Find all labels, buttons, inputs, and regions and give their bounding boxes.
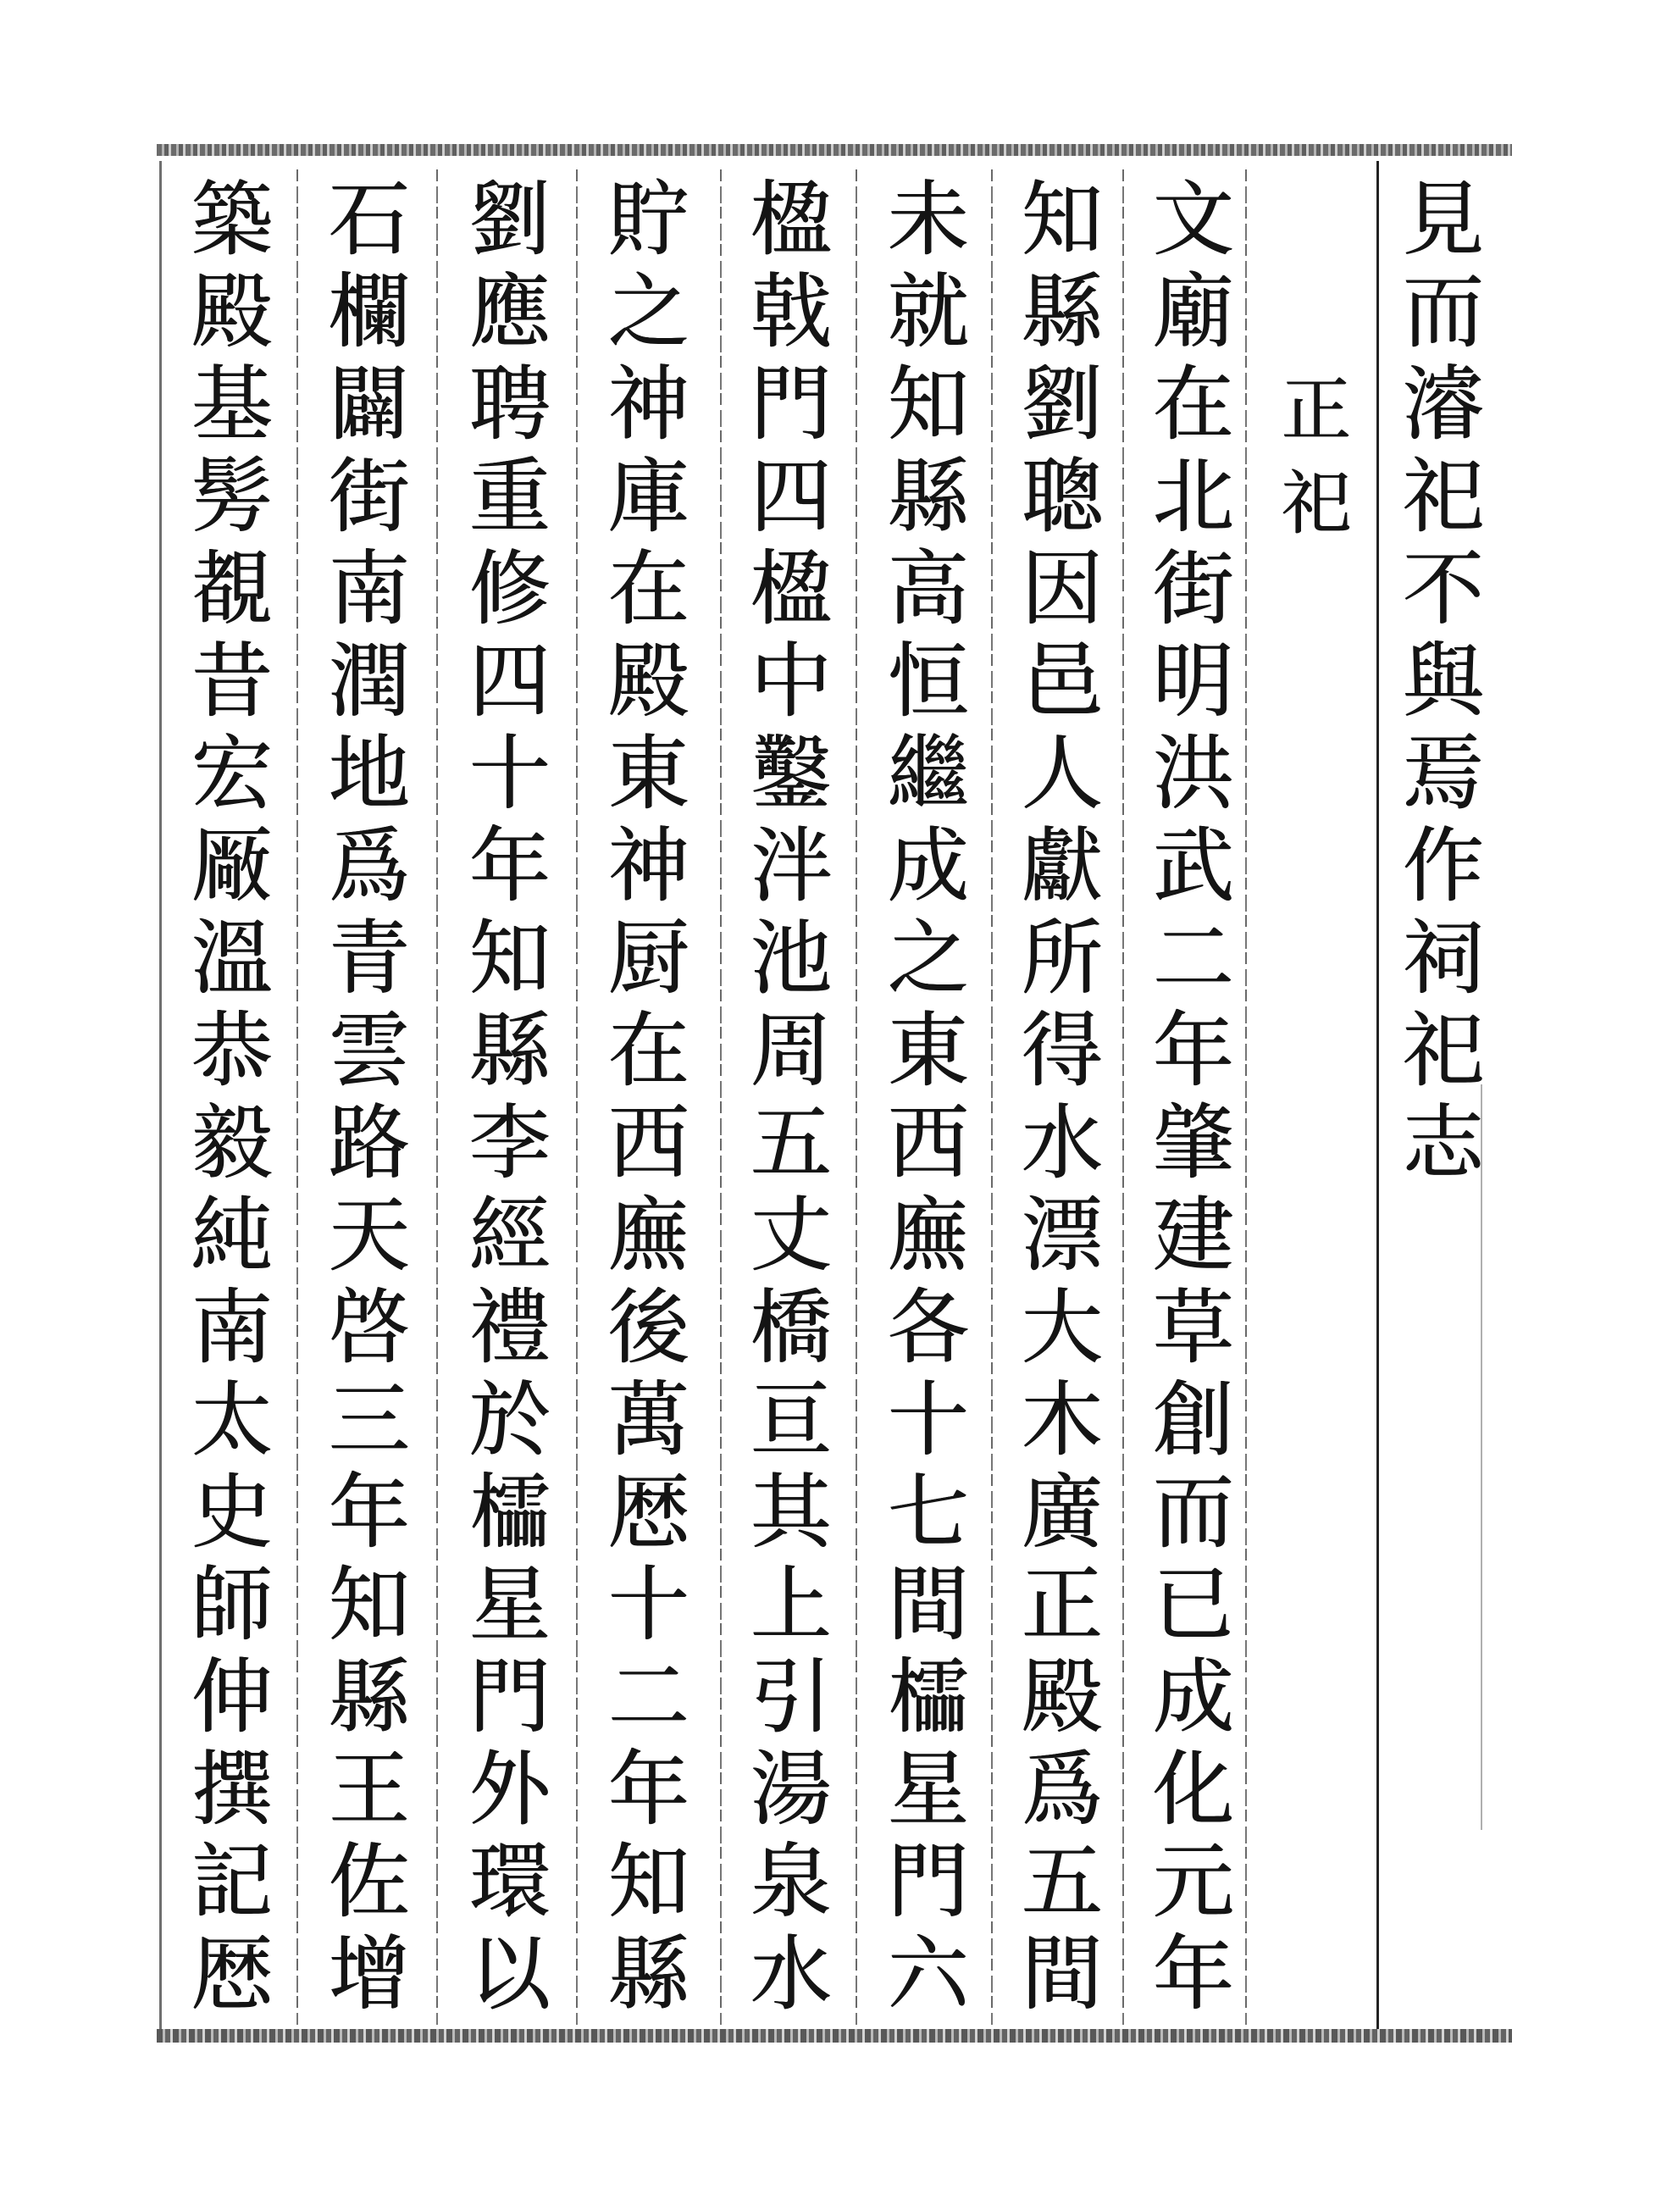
glyph: 街 [1153, 541, 1234, 636]
glyph: 師 [191, 1557, 273, 1652]
glyph: 史 [191, 1465, 273, 1560]
glyph: 繼 [888, 726, 969, 821]
glyph: 楹 [750, 172, 832, 267]
glyph: 年 [608, 1742, 689, 1837]
glyph: 殿 [191, 264, 273, 359]
glyph: 各 [888, 1280, 969, 1375]
glyph: 在 [1153, 357, 1234, 452]
glyph: 環 [469, 1834, 551, 1929]
glyph: 石 [329, 172, 410, 267]
glyph: 知 [469, 911, 551, 1006]
glyph: 創 [1153, 1372, 1234, 1467]
glyph: 毅 [191, 1095, 273, 1190]
glyph: 周 [750, 1003, 832, 1098]
glyph: 厯 [191, 1926, 273, 2021]
glyph: 上 [750, 1557, 832, 1652]
column-divider [856, 169, 857, 2025]
glyph: 正 [1281, 370, 1351, 451]
glyph: 成 [1153, 1649, 1234, 1744]
column-divider [720, 169, 722, 2025]
glyph: 門 [750, 357, 832, 452]
glyph: 池 [750, 911, 832, 1006]
glyph: 路 [329, 1095, 410, 1190]
glyph: 戟 [750, 264, 832, 359]
column-divider [991, 169, 993, 2025]
text-column-1 [1398, 174, 1489, 2021]
glyph: 門 [469, 1649, 551, 1744]
glyph: 於 [469, 1372, 551, 1467]
glyph: 邑 [1022, 634, 1103, 729]
glyph: 十 [469, 726, 551, 821]
glyph: 而 [1403, 264, 1484, 359]
glyph: 劉 [469, 172, 551, 267]
glyph: 後 [608, 1280, 689, 1375]
column-divider [1245, 169, 1247, 2025]
glyph: 覩 [191, 541, 273, 636]
glyph: 木 [1022, 1372, 1103, 1467]
glyph: 昔 [191, 634, 273, 729]
glyph: 祀 [1403, 449, 1484, 544]
glyph: 佐 [329, 1834, 410, 1929]
glyph: 廟 [1153, 264, 1234, 359]
glyph: 十 [608, 1557, 689, 1652]
glyph: 高 [888, 541, 969, 636]
glyph: 地 [329, 726, 410, 821]
glyph: 七 [888, 1465, 969, 1560]
glyph: 青 [329, 911, 410, 1006]
glyph: 知 [1022, 172, 1103, 267]
glyph: 東 [608, 726, 689, 821]
glyph: 六 [888, 1926, 969, 2021]
glyph: 四 [750, 449, 832, 544]
text-column-6 [745, 174, 837, 2021]
glyph: 草 [1153, 1280, 1234, 1375]
glyph: 年 [329, 1465, 410, 1560]
glyph: 五 [1022, 1834, 1103, 1929]
glyph: 萬 [608, 1372, 689, 1467]
glyph: 雲 [329, 1003, 410, 1098]
frame-top-rule [157, 144, 1512, 156]
glyph: 之 [888, 911, 969, 1006]
glyph: 恭 [191, 1003, 273, 1098]
glyph: 橋 [750, 1280, 832, 1375]
glyph: 知 [329, 1557, 410, 1652]
frame-right-rule [1376, 161, 1379, 2029]
glyph: 星 [888, 1742, 969, 1837]
glyph: 太 [191, 1372, 273, 1467]
glyph: 明 [1153, 634, 1234, 729]
column-divider [576, 169, 578, 2025]
text-column-5 [883, 174, 974, 2021]
glyph: 櫺 [888, 1649, 969, 1744]
column-divider [436, 169, 438, 2025]
glyph: 髣 [191, 449, 273, 544]
glyph: 三 [329, 1372, 410, 1467]
glyph: 修 [469, 541, 551, 636]
glyph: 年 [1153, 1003, 1234, 1098]
glyph: 知 [608, 1834, 689, 1929]
text-column-8 [464, 174, 556, 2021]
column-divider [296, 169, 298, 2025]
glyph: 祠 [1403, 911, 1484, 1006]
glyph: 聰 [1022, 449, 1103, 544]
glyph: 亘 [750, 1372, 832, 1467]
glyph: 縣 [469, 1003, 551, 1098]
glyph: 作 [1403, 818, 1484, 913]
glyph: 記 [191, 1834, 273, 1929]
glyph: 間 [888, 1557, 969, 1652]
frame-left-rule [159, 161, 162, 2029]
glyph: 泉 [750, 1834, 832, 1929]
glyph: 恒 [888, 634, 969, 729]
glyph: 化 [1153, 1742, 1234, 1837]
glyph: 櫺 [469, 1465, 551, 1560]
glyph: 知 [888, 357, 969, 452]
glyph: 王 [329, 1742, 410, 1837]
glyph: 溫 [191, 911, 273, 1006]
glyph: 縣 [1022, 264, 1103, 359]
glyph: 殿 [608, 634, 689, 729]
glyph: 天 [329, 1188, 410, 1283]
glyph: 五 [750, 1095, 832, 1190]
glyph: 漂 [1022, 1188, 1103, 1283]
glyph: 西 [888, 1095, 969, 1190]
glyph: 水 [750, 1926, 832, 2021]
glyph: 重 [469, 449, 551, 544]
glyph: 焉 [1403, 726, 1484, 821]
glyph: 鑿 [750, 726, 832, 821]
glyph: 丈 [750, 1188, 832, 1283]
text-column-3 [1148, 174, 1239, 2021]
glyph: 人 [1022, 726, 1103, 821]
glyph: 南 [329, 541, 410, 636]
glyph: 禮 [469, 1280, 551, 1375]
glyph: 厰 [191, 818, 273, 913]
glyph: 星 [469, 1557, 551, 1652]
glyph: 年 [1153, 1926, 1234, 2021]
glyph: 純 [191, 1188, 273, 1283]
glyph: 闢 [329, 357, 410, 452]
glyph: 爲 [1022, 1742, 1103, 1837]
glyph: 祀 [1281, 463, 1351, 544]
glyph: 宏 [191, 726, 273, 821]
glyph: 二 [1153, 911, 1234, 1006]
glyph: 外 [469, 1742, 551, 1837]
glyph: 潤 [329, 634, 410, 729]
glyph: 二 [608, 1649, 689, 1744]
glyph: 大 [1022, 1280, 1103, 1375]
glyph: 縣 [888, 449, 969, 544]
glyph: 應 [469, 264, 551, 359]
glyph: 楹 [750, 541, 832, 636]
glyph: 志 [1403, 1095, 1484, 1190]
glyph: 所 [1022, 911, 1103, 1006]
glyph: 啓 [329, 1280, 410, 1375]
glyph: 正 [1022, 1557, 1103, 1652]
glyph: 廡 [888, 1188, 969, 1283]
glyph: 縣 [329, 1649, 410, 1744]
glyph: 濬 [1403, 357, 1484, 452]
column-divider [1122, 169, 1124, 2025]
glyph: 厨 [608, 911, 689, 1006]
text-column-4 [1016, 174, 1108, 2021]
glyph: 縣 [608, 1926, 689, 2021]
glyph: 見 [1403, 172, 1484, 267]
glyph: 北 [1153, 449, 1234, 544]
glyph: 李 [469, 1095, 551, 1190]
glyph: 築 [191, 172, 273, 267]
glyph: 爲 [329, 818, 410, 913]
glyph: 已 [1153, 1557, 1234, 1652]
glyph: 其 [750, 1465, 832, 1560]
text-column-9 [324, 174, 415, 2021]
glyph: 西 [608, 1095, 689, 1190]
glyph: 未 [888, 172, 969, 267]
glyph: 在 [608, 1003, 689, 1098]
glyph: 基 [191, 357, 273, 452]
text-column-7 [603, 174, 695, 2021]
glyph: 文 [1153, 172, 1234, 267]
glyph: 間 [1022, 1926, 1103, 2021]
glyph: 得 [1022, 1003, 1103, 1098]
glyph: 伸 [191, 1649, 273, 1744]
glyph: 年 [469, 818, 551, 913]
glyph: 元 [1153, 1834, 1234, 1929]
glyph: 東 [888, 1003, 969, 1098]
glyph: 街 [329, 449, 410, 544]
glyph: 獻 [1022, 818, 1103, 913]
glyph: 在 [608, 541, 689, 636]
glyph: 祀 [1403, 1003, 1484, 1098]
glyph: 以 [469, 1926, 551, 2021]
glyph: 與 [1403, 634, 1484, 729]
glyph: 肇 [1153, 1095, 1234, 1190]
glyph: 厯 [608, 1465, 689, 1560]
glyph: 聘 [469, 357, 551, 452]
glyph: 四 [469, 634, 551, 729]
glyph: 殿 [1022, 1649, 1103, 1744]
glyph: 貯 [608, 172, 689, 267]
glyph: 建 [1153, 1188, 1234, 1283]
glyph: 欄 [329, 264, 410, 359]
glyph: 劉 [1022, 357, 1103, 452]
glyph: 中 [750, 634, 832, 729]
glyph: 不 [1403, 541, 1484, 636]
glyph: 水 [1022, 1095, 1103, 1190]
glyph: 增 [329, 1926, 410, 2021]
glyph: 撰 [191, 1742, 273, 1837]
glyph: 庫 [608, 449, 689, 544]
glyph: 門 [888, 1834, 969, 1929]
glyph: 引 [750, 1649, 832, 1744]
text-column-10 [186, 174, 278, 2021]
glyph: 廡 [608, 1188, 689, 1283]
glyph: 因 [1022, 541, 1103, 636]
glyph: 神 [608, 357, 689, 452]
glyph: 就 [888, 264, 969, 359]
glyph: 湯 [750, 1742, 832, 1837]
glyph: 成 [888, 818, 969, 913]
glyph: 而 [1153, 1465, 1234, 1560]
glyph: 之 [608, 264, 689, 359]
glyph: 神 [608, 818, 689, 913]
glyph: 十 [888, 1372, 969, 1467]
glyph: 廣 [1022, 1465, 1103, 1560]
glyph: 武 [1153, 818, 1234, 913]
glyph: 南 [191, 1280, 273, 1375]
glyph: 洪 [1153, 726, 1234, 821]
glyph: 泮 [750, 818, 832, 913]
glyph: 經 [469, 1188, 551, 1283]
section-heading-column [1271, 364, 1362, 2211]
